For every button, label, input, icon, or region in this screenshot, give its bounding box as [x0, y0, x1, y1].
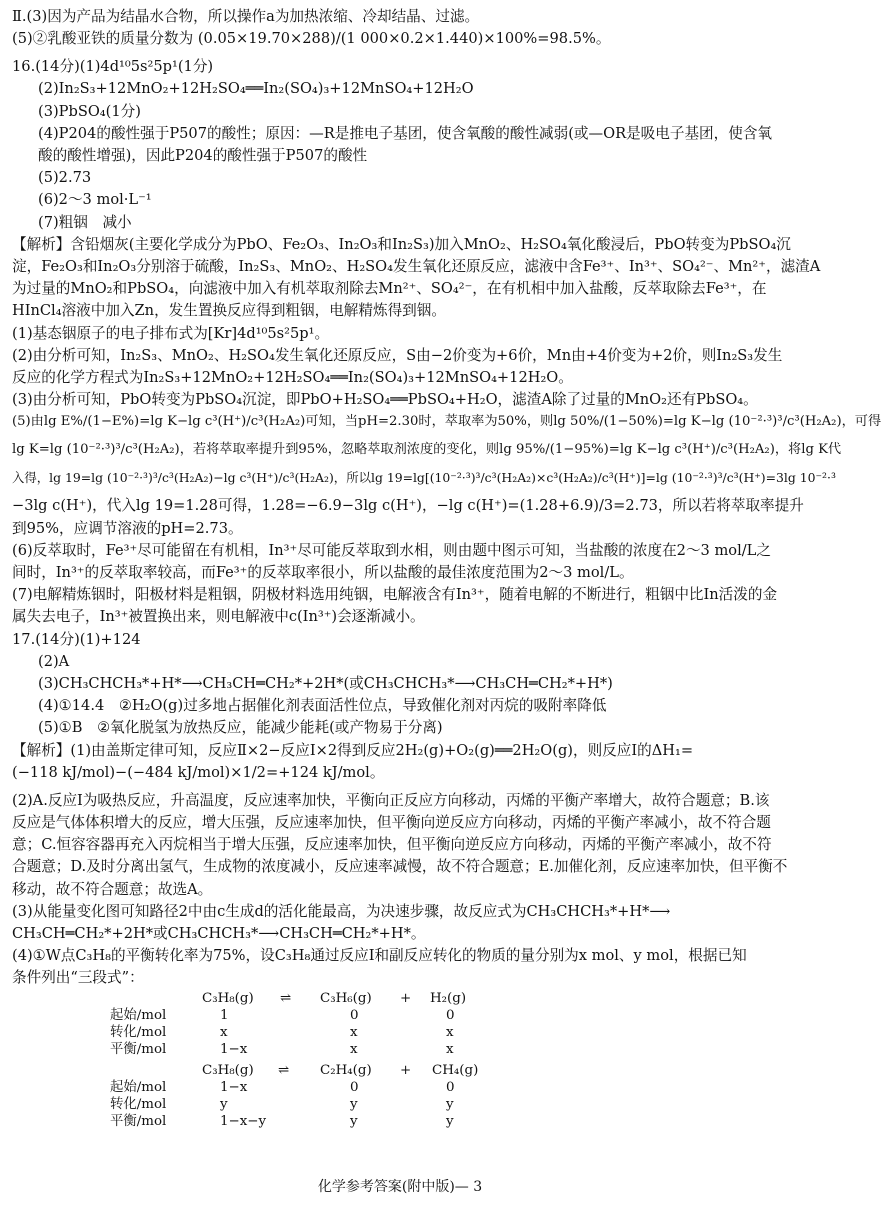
- table-cell: 0: [350, 1079, 359, 1095]
- text-line: 移动，故不符合题意；故选A。: [12, 880, 213, 898]
- text-line: (3)PbSO₄(1分): [38, 102, 141, 120]
- text-line: CH₃CH═CH₂*+2H*或CH₃CHCH₃*⟶CH₃CH═CH₂*+H*。: [12, 925, 426, 942]
- table-cell: C₃H₆(g): [320, 990, 372, 1006]
- text-line: 反应的化学方程式为In₂S₃+12MnO₂+12H₂SO₄══In₂(SO₄)₃+12MnSO₄+12H₂O。: [12, 369, 573, 386]
- table-cell: 平衡/mol: [110, 1041, 167, 1057]
- text-line: (5)②乳酸亚铁的质量分数为 (0.05×19.70×288)/(1 000×0.2×1.440)×100%=98.5%。: [12, 30, 611, 48]
- table-cell: y: [350, 1113, 358, 1129]
- table-cell: x: [446, 1024, 454, 1040]
- table-cell: x: [446, 1041, 454, 1057]
- table-cell: 1−x−y: [220, 1113, 267, 1129]
- text-line: (4)①14.4 ②H₂O(g)过多地占据催化剂表面活性位点，导致催化剂对丙烷的吸附率降低: [38, 697, 607, 715]
- table-cell: +: [400, 1062, 412, 1078]
- text-line: 入得，lg 19=lg (10⁻²·³)³/c³(H₂A₂)−lg c³(H⁺)/c³(H₂A₂)，所以lg 19=lg[(10⁻²·³)³/c³(H₂A₂)×c³(H₂A₂)/c³(H⁺)]=lg (10⁻²·³)³/c³(H⁺)=3lg 10⁻²·³: [12, 470, 836, 486]
- table-cell: ⇌: [280, 990, 292, 1006]
- text-line: (5)由lg E%/(1−E%)=lg K−lg c³(H⁺)/c³(H₂A₂)可知，当pH=2.30时，萃取率为50%，则lg 50%/(1−50%)=lg K−lg (10⁻²·³)³/c³(H₂A₂)，可得: [12, 414, 881, 430]
- table-cell: 起始/mol: [110, 1079, 167, 1095]
- text-line: 条件列出“三段式”：: [12, 969, 144, 987]
- table-cell: 1−x: [220, 1041, 248, 1057]
- table-cell: y: [446, 1113, 454, 1129]
- text-line: HInCl₄溶液中加入Zn，发生置换反应得到粗铟，电解精炼得到铟。: [12, 302, 446, 320]
- table-cell: 起始/mol: [110, 1007, 167, 1023]
- text-line: (4)P204的酸性强于P507的酸性；原因：—R是推电子基团，使含氧酸的酸性减弱(或—OR是吸电子基团，使含氧: [38, 124, 773, 142]
- table-cell: y: [446, 1096, 454, 1112]
- page-footer: 化学参考答案(附中版)— 3: [317, 1179, 483, 1195]
- table-cell: ⇌: [278, 1062, 290, 1078]
- text-line: (5)①B ②氧化脱氢为放热反应，能减少能耗(或产物易于分离): [38, 719, 443, 737]
- text-line: (−118 kJ/mol)−(−484 kJ/mol)×1/2=+124 kJ/mol。: [12, 763, 385, 781]
- text-line: (1)基态铟原子的电子排布式为[Kr]4d¹⁰5s²5p¹。: [12, 324, 330, 342]
- table-cell: x: [350, 1024, 358, 1040]
- text-line: 意；C.恒容容器再充入丙烷相当于增大压强，反应速率加快，但平衡向逆反应方向移动，丙烯的平衡产率减小，故不符: [12, 836, 772, 854]
- table-cell: y: [220, 1096, 228, 1112]
- table-cell: x: [350, 1041, 358, 1057]
- table-cell: 0: [350, 1007, 359, 1023]
- text-line: 【解析】(1)由盖斯定律可知，反应Ⅱ×2−反应Ⅰ×2得到反应2H₂(g)+O₂(g)══2H₂O(g)，则反应Ⅰ的ΔH₁=: [12, 741, 694, 759]
- table-cell: H₂(g): [430, 990, 467, 1006]
- table-cell: +: [400, 990, 412, 1006]
- table-cell: CH₄(g): [432, 1062, 479, 1078]
- table-cell: 转化/mol: [110, 1024, 167, 1040]
- text-line: (6)反萃取时，Fe³⁺尽可能留在有机相，In³⁺尽可能反萃取到水相，则由题中图示可知，当盐酸的浓度在2～3 mol/L之: [12, 541, 771, 559]
- text-line: 为过量的MnO₂和PbSO₄，向滤液中加入有机萃取剂除去Mn²⁺、SO₄²⁻，在有机相中加入盐酸，反萃取除去Fe³⁺，在: [12, 280, 767, 298]
- text-line: Ⅱ.(3)因为产品为结晶水合物，所以操作a为加热浓缩、冷却结晶、过滤。: [12, 8, 480, 25]
- text-line: 淀，Fe₂O₃和In₂O₃分别溶于硫酸，In₂S₃、MnO₂、H₂SO₄发生氧化还原反应，滤液中含Fe³⁺、In³⁺、SO₄²⁻、Mn²⁺，滤渣A: [12, 258, 821, 275]
- table-cell: C₂H₄(g): [320, 1062, 372, 1078]
- text-line: 酸的酸性增强)，因此P204的酸性强于P507的酸性: [38, 147, 368, 164]
- text-line: (7)电解精炼铟时，阳极材料是粗铟，阴极材料选用纯铟，电解液含有In³⁺，随着电解的不断进行，粗铟中比In活泼的金: [12, 586, 778, 604]
- text-line: 间时，In³⁺的反萃取率较高，而Fe³⁺的反萃取率很小，所以盐酸的最佳浓度范围为2～3 mol/L。: [12, 564, 634, 581]
- text-line: (2)由分析可知，In₂S₃、MnO₂、H₂SO₄发生氧化还原反应，S由−2价变为+6价，Mn由+4价变为+2价，则In₂S₃发生: [12, 346, 783, 364]
- table-cell: 平衡/mol: [110, 1113, 167, 1129]
- text-line: 17.(14分)(1)+124: [12, 630, 141, 648]
- table-cell: 0: [446, 1079, 455, 1095]
- table-cell: 1: [220, 1007, 229, 1023]
- table-cell: 转化/mol: [110, 1096, 167, 1112]
- text-line: (3)CH₃CHCH₃*+H*⟶CH₃CH═CH₂*+2H*(或CH₃CHCH₃*⟶CH₃CH═CH₂*+H*): [38, 675, 613, 692]
- table-cell: C₃H₈(g): [202, 990, 254, 1006]
- table-cell: 0: [446, 1007, 455, 1023]
- text-line: (2)A.反应Ⅰ为吸热反应，升高温度，反应速率加快，平衡向正反应方向移动，丙烯的平衡产率增大，故符合题意；B.该: [12, 791, 770, 809]
- text-line: (4)①W点C₃H₈的平衡转化率为75%，设C₃H₈通过反应Ⅰ和副反应转化的物质的量分别为x mol、y mol，根据已知: [12, 947, 747, 965]
- text-line: (3)由分析可知，PbO转变为PbSO₄沉淀，即PbO+H₂SO₄══PbSO₄+H₂O，滤渣A除了过量的MnO₂还有PbSO₄。: [12, 391, 758, 409]
- table-cell: 1−x: [220, 1079, 248, 1095]
- text-line: (2)A: [38, 652, 70, 670]
- text-line: (3)从能量变化图可知路径2中由c生成d的活化能最高，为决速步骤，故反应式为CH₃CHCH₃*+H*⟶: [12, 902, 671, 920]
- text-line: 属失去电子，In³⁺被置换出来，则电解液中c(In³⁺)会逐渐减小。: [12, 608, 425, 626]
- text-line: lg K=lg (10⁻²·³)³/c³(H₂A₂)，若将萃取率提升到95%，忽略萃取剂浓度的变化，则lg 95%/(1−95%)=lg K−lg c³(H⁺)/c³(H₂A₂)，将lg K代: [12, 442, 842, 458]
- table-cell: x: [220, 1024, 228, 1040]
- text-line: −3lg c(H⁺)，代入lg 19=1.28可得，1.28=−6.9−3lg c(H⁺)，−lg c(H⁺)=(1.28+6.9)/3=2.73，所以若将萃取率提升: [12, 497, 804, 515]
- text-line: 反应是气体体积增大的反应，增大压强，反应速率加快，但平衡向逆反应方向移动，丙烯的平衡产率减小，故不符合题: [12, 814, 771, 831]
- text-line: 合题意；D.及时分离出氢气，生成物的浓度减小，反应速率减慢，故不符合题意；E.加催化剂，反应速率加快，但平衡不: [12, 858, 788, 876]
- table-cell: y: [350, 1096, 358, 1112]
- text-line: (5)2.73: [38, 169, 92, 187]
- text-line: 【解析】含铅烟灰(主要化学成分为PbO、Fe₂O₃、In₂O₃和In₂S₃)加入MnO₂、H₂SO₄氧化酸浸后，PbO转变为PbSO₄沉: [12, 235, 791, 253]
- text-line: (2)In₂S₃+12MnO₂+12H₂SO₄══In₂(SO₄)₃+12MnSO₄+12H₂O: [38, 80, 474, 98]
- text-line: (6)2～3 mol·L⁻¹: [38, 191, 152, 209]
- text-line: 16.(14分)(1)4d¹⁰5s²5p¹(1分): [12, 58, 214, 76]
- table-cell: C₃H₈(g): [202, 1062, 254, 1078]
- text-line: 到95%，应调节溶液的pH=2.73。: [12, 519, 243, 537]
- text-line: (7)粗铟 减小: [38, 213, 132, 231]
